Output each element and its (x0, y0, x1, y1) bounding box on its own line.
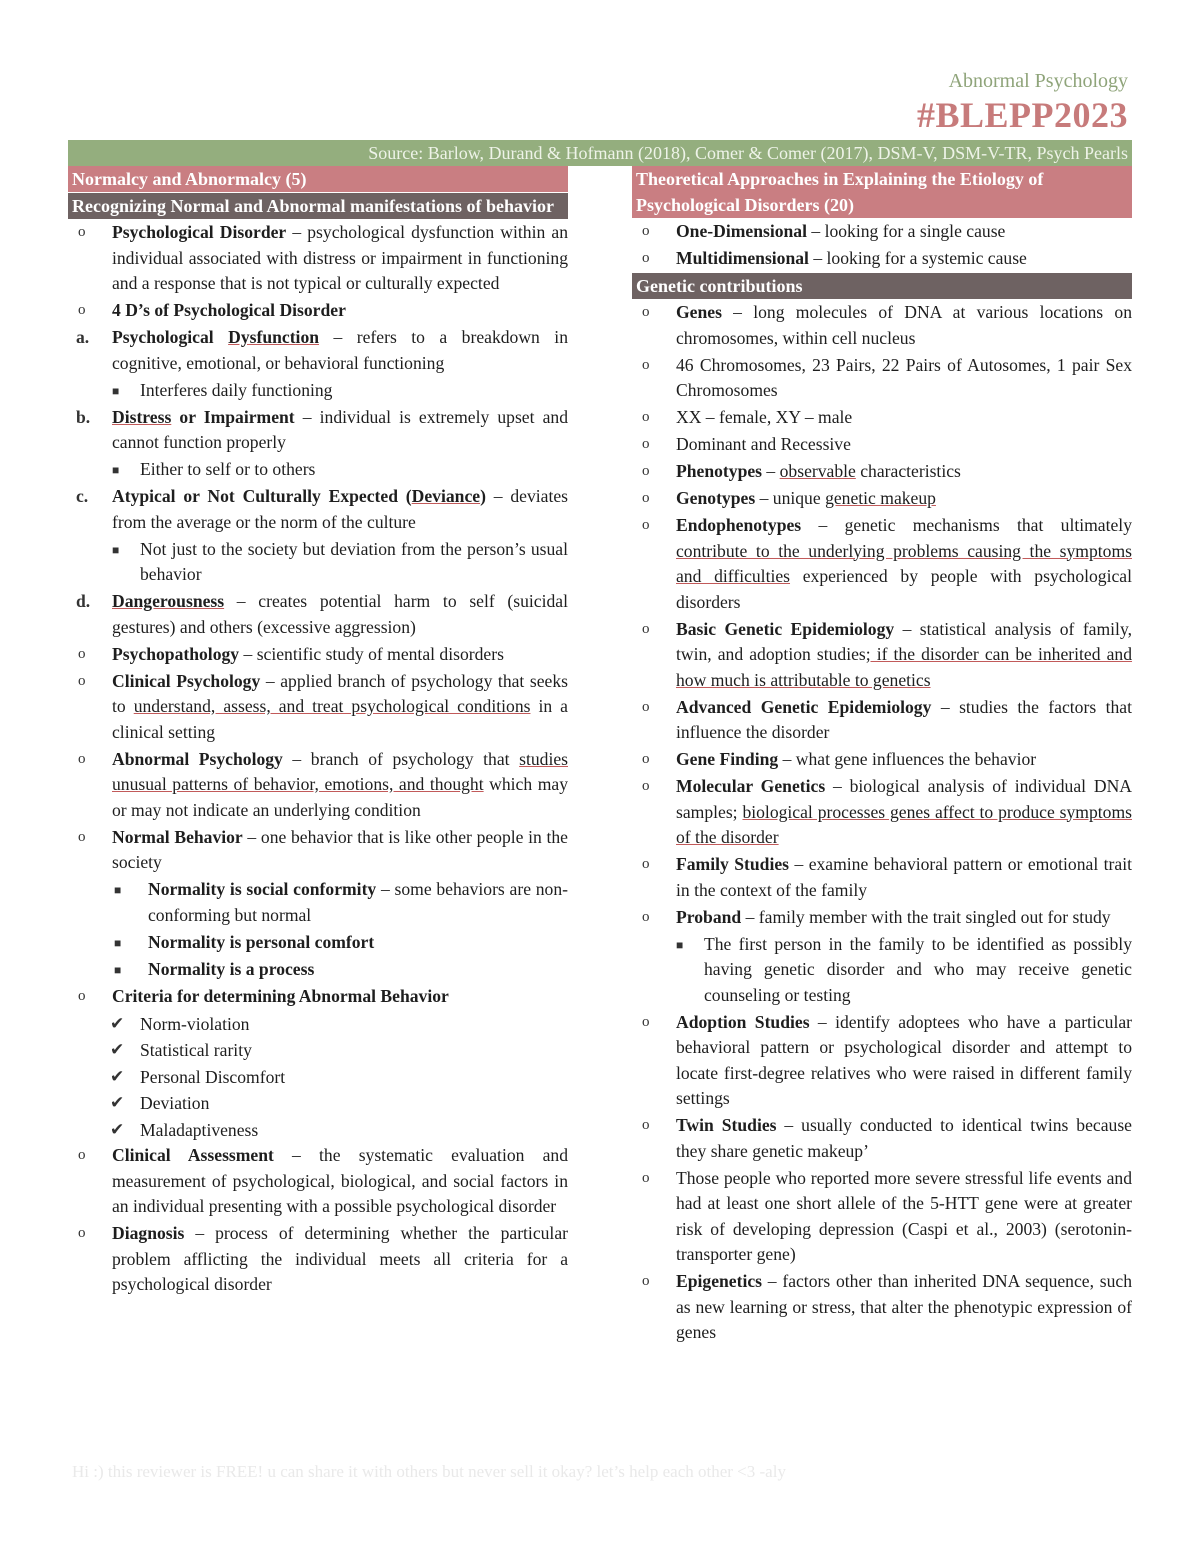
definition: – scientific study of mental disorders (239, 643, 504, 664)
hollow-circle-bullet-icon: o (78, 987, 86, 1004)
hollow-circle-bullet-icon: o (642, 223, 650, 239)
heading: Criteria for determining Abnormal Behavior (112, 985, 449, 1006)
sub-list-item (68, 457, 568, 483)
term: Multidimensional (676, 248, 809, 268)
definition: – unique (755, 488, 826, 508)
definition: experienced by people with psychological disorders (676, 566, 1132, 612)
term: Basic Genetic Epidemiology (676, 618, 895, 639)
checklist-text: Statistical rarity (140, 1040, 252, 1060)
list-item (632, 353, 1132, 404)
underlined-text: understand, assess, and treat psychological conditions (133, 696, 531, 716)
term-underlined: Deviance (411, 486, 481, 506)
hollow-circle-bullet-icon: o (642, 620, 650, 637)
hashtag-title: #BLEPP2023 (916, 95, 1128, 135)
list-item (632, 219, 1132, 245)
list-item (68, 642, 568, 668)
hollow-circle-bullet-icon: o (78, 1147, 86, 1163)
term: Normal Behavior (112, 826, 243, 847)
underlined-text: studies unusual patterns of behavior, emotions, and thought (112, 748, 568, 794)
definition: in a clinical setting (112, 696, 568, 742)
list-item (632, 1010, 1132, 1112)
square-bullet-icon: ■ (114, 962, 122, 977)
definition: – some behaviors are non-conforming but normal (148, 879, 568, 925)
hollow-circle-bullet-icon: o (642, 1273, 650, 1289)
hollow-circle-bullet-icon: o (78, 224, 86, 240)
checklist-item (68, 1064, 568, 1091)
term: Psychological Disorder (112, 222, 287, 242)
right-column (632, 166, 1132, 1347)
hollow-circle-bullet-icon: o (642, 1013, 650, 1030)
hollow-circle-bullet-icon: o (642, 856, 650, 872)
hollow-circle-bullet-icon: o (78, 828, 86, 845)
hollow-circle-bullet-icon: o (78, 302, 86, 318)
term: Advanced Genetic Epidemiology (676, 696, 932, 717)
square-bullet-icon: ■ (112, 542, 120, 557)
list-letter: c. (76, 486, 89, 506)
list-item (632, 300, 1132, 351)
list-item (632, 513, 1132, 615)
list-item (68, 747, 568, 824)
list-item (632, 246, 1132, 272)
section-title-normalcy: Normalcy and Abnormalcy (5) (68, 166, 568, 192)
term: Genes (676, 302, 722, 322)
term: ) (480, 486, 486, 506)
sub-list-item (68, 957, 568, 983)
list-letter: d. (76, 591, 91, 611)
item-text: 46 Chromosomes, 23 Pairs, 22 Pairs of Autosomes, 1 pair Sex Chromosomes (676, 354, 1132, 400)
definition: – refers to a breakdown in cognitive, emotional, or behavioral functioning (112, 327, 568, 373)
sub-list-item (68, 877, 568, 928)
square-bullet-icon: ■ (114, 883, 122, 897)
list-item (68, 325, 568, 376)
definition: – the systematic evaluation and measurement of psychological, biological, and social factors in an individual presenting with a possible psychological disorder (112, 1145, 568, 1216)
hollow-circle-bullet-icon: o (642, 751, 650, 767)
checklist-item (68, 1090, 568, 1117)
definition: – creates potential harm to self (suicidal gestures) and others (excessive aggression) (112, 591, 568, 637)
checklist-item (68, 1037, 568, 1064)
underlined-text: contribute to the underlying problems causing the symptoms and difficulties (676, 540, 1132, 586)
term: Phenotypes (676, 461, 763, 481)
definition: characteristics (855, 461, 961, 481)
left-column (68, 166, 568, 1299)
term: Atypical or Not Culturally Expected ( (112, 486, 412, 506)
sub-list-item (68, 378, 568, 404)
checklist-item (68, 1117, 568, 1144)
subsection-title-genetic: Genetic contributions (632, 273, 1132, 299)
definition: – one behavior that is like other people in the society (112, 826, 568, 872)
hollow-circle-bullet-icon: o (642, 409, 650, 425)
bullet-text: Interferes daily functioning (140, 379, 333, 400)
footer-note: Hi :) this reviewer is FREE! u can share it with others but never sell it okay? let’s help each other <3 -aly (72, 1462, 786, 1481)
list-letter: b. (76, 406, 91, 427)
hollow-circle-bullet-icon: o (78, 750, 86, 767)
definition: – looking for a systemic cause (808, 248, 1027, 268)
section-title-etiology: Theoretical Approaches in Explaining the Etiology of Psychological Disorders (20) (632, 166, 1132, 218)
definition: – genetic mechanisms that ultimately (801, 515, 1132, 535)
definition: – process of determining whether the particular problem afflicting the individual meets all criteria for a psychological disorder (112, 1223, 568, 1294)
definition: – factors other than inherited DNA sequence, such as new learning or stress, that alter the phenotypic expression of genes (676, 1271, 1132, 1342)
definition: – examine behavioral pattern or emotional trait in the context of the family (676, 854, 1132, 900)
hollow-circle-bullet-icon: o (78, 1225, 86, 1241)
hollow-circle-bullet-icon: o (642, 463, 650, 479)
term: Normality is a process (148, 958, 315, 979)
term-underlined: Distress (112, 406, 172, 427)
term: Molecular Genetics (676, 776, 826, 796)
item-text: Those people who reported more severe stressful life events and had at least one short allele of the 5-HTT gene were at greater risk of developing depression (Caspi et al., 2003) (serotonin-transporter gene) (676, 1167, 1132, 1264)
list-item (68, 669, 568, 746)
definition: – (762, 461, 780, 481)
definition: – biological analysis of individual DNA samples; (676, 776, 1132, 822)
term: Diagnosis (112, 1223, 185, 1243)
list-item (68, 298, 568, 324)
list-item (632, 432, 1132, 458)
hollow-circle-bullet-icon: o (642, 304, 650, 320)
subsection-title-recognizing: Recognizing Normal and Abnormal manifestations of behavior (68, 193, 568, 219)
bullet-text: Not just to the society but deviation from the person’s usual behavior (140, 538, 568, 584)
term: Proband (676, 906, 742, 927)
definition: – usually conducted to identical twins because they share genetic makeup’ (676, 1115, 1132, 1161)
list-item (632, 1166, 1132, 1268)
sub-list-item (632, 932, 1132, 1009)
list-item (632, 486, 1132, 512)
underlined-text: observable (779, 461, 856, 481)
term: Twin Studies (676, 1115, 777, 1135)
list-item (68, 484, 568, 535)
term: One-Dimensional (676, 221, 807, 241)
definition: – studies the factors that influence the disorder (676, 696, 1132, 742)
checklist-text: Maladaptiveness (140, 1119, 259, 1140)
square-bullet-icon: ■ (114, 935, 122, 950)
definition: – what gene influences the behavior (778, 749, 1037, 769)
term: Gene Finding (676, 749, 779, 769)
item-text: XX – female, XY – male (676, 407, 853, 427)
list-item (68, 1221, 568, 1298)
hollow-circle-bullet-icon: o (642, 490, 650, 506)
definition: – applied branch of psychology that seeks to (112, 670, 568, 716)
checklist-text: Norm-violation (140, 1013, 250, 1034)
hollow-circle-bullet-icon: o (642, 517, 650, 533)
bullet-text: Either to self or to others (140, 459, 316, 479)
list-item (68, 405, 568, 456)
definition: – individual is extremely upset and cannot function properly (112, 406, 568, 452)
term: Clinical Psychology (112, 670, 261, 691)
definition: – branch of psychology that (282, 748, 520, 769)
hollow-circle-bullet-icon: o (642, 250, 650, 266)
hollow-circle-bullet-icon: o (642, 778, 650, 794)
definition: – statistical analysis of family, twin, and adoption studies (676, 618, 1132, 664)
list-item (68, 220, 568, 297)
term: or Impairment (171, 406, 295, 427)
term: Normality is personal comfort (148, 931, 375, 952)
square-bullet-icon: ■ (112, 463, 120, 477)
square-bullet-icon: ■ (676, 937, 684, 952)
checkmark-icon: ✔ (110, 1013, 125, 1033)
term: Psychological (112, 327, 229, 347)
term: Clinical Assessment (112, 1145, 274, 1165)
term-underlined: Dangerousness (112, 591, 225, 611)
checklist-text: Personal Discomfort (140, 1066, 286, 1087)
hollow-circle-bullet-icon: o (642, 436, 650, 452)
sub-list-item (68, 537, 568, 588)
heading: 4 D’s of Psychological Disorder (112, 300, 346, 320)
definition: which may or may not indicate an underlying condition (112, 774, 568, 820)
term-underlined: Dysfunction (228, 327, 320, 347)
definition: – identify adoptees who have a particular behavioral pattern or psychological disorder and attempt to locate first-degree relatives who were raised in different family settings (676, 1011, 1132, 1108)
list-item (68, 984, 568, 1010)
list-item (632, 1269, 1132, 1346)
list-item (632, 695, 1132, 746)
definition: – deviates from the average or the norm of the culture (112, 486, 568, 532)
list-item (632, 852, 1132, 903)
checkmark-icon: ✔ (110, 1066, 125, 1086)
checkmark-icon: ✔ (110, 1093, 125, 1112)
term: Normality is social conformity (148, 879, 377, 899)
term: Endophenotypes (676, 515, 802, 535)
hollow-circle-bullet-icon: o (78, 645, 86, 662)
list-item (632, 405, 1132, 431)
term: Genotypes (676, 488, 756, 508)
list-item (632, 774, 1132, 851)
hollow-circle-bullet-icon: o (78, 672, 86, 689)
term: Abnormal Psychology (112, 748, 283, 769)
definition: – long molecules of DNA at various locations on chromosomes, within cell nucleus (676, 302, 1132, 348)
checkmark-icon: ✔ (110, 1040, 125, 1059)
list-item (68, 1143, 568, 1220)
sub-list-item (68, 930, 568, 956)
definition: – psychological dysfunction within an individual associated with distress or impairment in functioning and a response that is not typical or culturally expected (112, 222, 568, 293)
item-text: Dominant and Recessive (676, 434, 851, 454)
list-letter: a. (76, 327, 90, 347)
square-bullet-icon: ■ (112, 383, 120, 398)
hollow-circle-bullet-icon: o (642, 1117, 650, 1133)
term: Adoption Studies (676, 1011, 810, 1032)
list-item (632, 905, 1132, 931)
list-item (68, 589, 568, 640)
list-item (68, 825, 568, 876)
term: Epigenetics (676, 1271, 763, 1291)
list-item (632, 747, 1132, 773)
list-item (632, 1113, 1132, 1164)
underlined-text: genetic makeup (825, 488, 936, 508)
definition: – looking for a single cause (806, 221, 1006, 241)
term: Family Studies (676, 854, 789, 874)
term: Psychopathology (112, 643, 240, 664)
hollow-circle-bullet-icon: o (642, 356, 650, 373)
list-item (632, 617, 1132, 694)
checklist-text: Deviation (140, 1093, 210, 1113)
hollow-circle-bullet-icon: o (642, 698, 650, 715)
source-banner: Source: Barlow, Durand & Hofmann (2018), Comer & Comer (2017), DSM-V, DSM-V-TR, Psych Pearls (68, 140, 1132, 166)
list-item (632, 459, 1132, 485)
hollow-circle-bullet-icon: o (642, 908, 650, 925)
subject-label: Abnormal Psychology (948, 70, 1128, 92)
hollow-circle-bullet-icon: o (642, 1169, 650, 1186)
definition: – family member with the trait singled out for study (741, 906, 1111, 927)
checklist-item (68, 1011, 568, 1038)
underlined-text: biological processes genes affect to produce symptoms of the disorder (676, 801, 1132, 847)
underlined-text: ; if the disorder can be inherited and how much is attributable to genetics (676, 644, 1133, 690)
bullet-text: The first person in the family to be identified as possibly having genetic disorder and who may receive genetic counseling or testing (704, 933, 1132, 1005)
checkmark-icon: ✔ (110, 1119, 125, 1139)
